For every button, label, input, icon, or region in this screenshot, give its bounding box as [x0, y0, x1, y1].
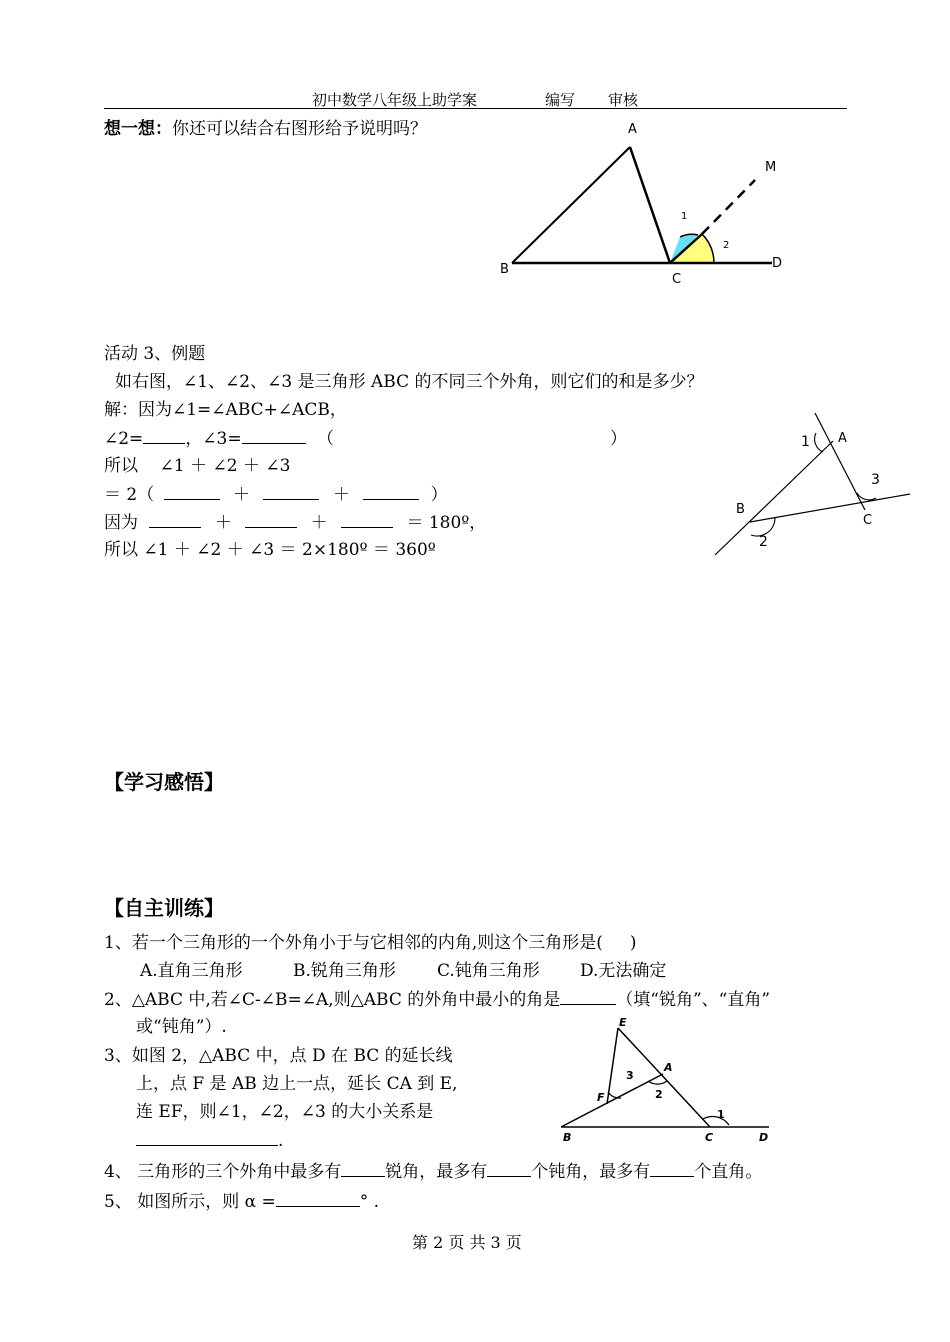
- line2-c: （: [317, 429, 335, 449]
- label-D: D: [772, 256, 783, 271]
- plus: ＋: [332, 485, 350, 505]
- blank-angle2[interactable]: [143, 427, 185, 444]
- header-editor-label: 编写: [545, 91, 576, 109]
- line-ab: [715, 441, 833, 555]
- line5-end: ＝ 180º，: [406, 513, 487, 533]
- line2-a: ∠2=: [104, 429, 144, 449]
- label-B: B: [500, 262, 509, 277]
- q1-option-c[interactable]: C.钝角三角形: [437, 961, 540, 981]
- q1-option-a[interactable]: A.直角三角形: [140, 961, 243, 981]
- line-ac: [815, 413, 865, 510]
- q5-blank[interactable]: [276, 1190, 360, 1207]
- line5-a: 因为: [104, 513, 138, 533]
- line4-end: ）: [430, 485, 448, 505]
- q2-b: （填“锐角”、“直角”: [616, 990, 771, 1010]
- q4-d: 个直角。: [694, 1162, 763, 1182]
- q3-blank[interactable]: [136, 1129, 278, 1146]
- q3-line1: 3、如图 2，△ABC 中，点 D 在 BC 的延长线: [104, 1046, 453, 1066]
- think-text: 你还可以结合右图形给予说明吗？: [172, 119, 427, 139]
- solution-line2: [104, 427, 627, 450]
- fig3-label-angle1: 1: [717, 1108, 725, 1121]
- blank-sum-2[interactable]: [263, 483, 319, 500]
- q3-end: .: [278, 1131, 284, 1151]
- fig3-label-A: A: [664, 1061, 673, 1074]
- header-title: 初中数学八年级上助学案: [312, 91, 478, 109]
- q5-a: 5、 如图所示，则 α =: [104, 1192, 276, 1212]
- q2-a: 2、△ABC 中,若∠C-∠B=∠A,则△ABC 的外角中最小的角是: [104, 990, 561, 1010]
- q4: [104, 1160, 762, 1183]
- page-footer: 第 2 页 共 3 页: [412, 1233, 522, 1252]
- solution-line1: 解：因为∠1=∠ABC+∠ACB，: [104, 400, 347, 420]
- fig2-label-angle1: 1: [801, 434, 810, 450]
- label-M: M: [765, 160, 777, 175]
- fig2-label-A: A: [838, 431, 847, 446]
- fig2-label-B: B: [736, 502, 745, 517]
- figure2-exterior-angles-diagram: [705, 405, 915, 565]
- q3-line2: 上，点 F 是 AB 边上一点，延长 CA 到 E,: [136, 1074, 458, 1094]
- q2-blank[interactable]: [560, 988, 616, 1005]
- fig2-label-angle2: 2: [759, 534, 768, 550]
- q4-a: 4、 三角形的三个外角中最多有: [104, 1162, 342, 1182]
- blank-interior-3[interactable]: [341, 511, 393, 528]
- fig3-label-angle2: 2: [655, 1088, 663, 1101]
- blank-sum-1[interactable]: [164, 483, 220, 500]
- blank-angle3[interactable]: [242, 427, 306, 444]
- solution-line5: [104, 511, 486, 534]
- q1-option-b[interactable]: B.锐角三角形: [293, 961, 396, 981]
- label-angle2: 2: [723, 240, 730, 251]
- blank-interior-1[interactable]: [149, 511, 201, 528]
- q5: [104, 1190, 379, 1213]
- blank-sum-3[interactable]: [363, 483, 419, 500]
- solution-line3: 所以 ∠1 ＋ ∠2 ＋ ∠3: [104, 456, 291, 476]
- q2-line1: [104, 988, 770, 1011]
- think-line: [104, 118, 427, 140]
- fig3-label-B: B: [563, 1131, 572, 1144]
- label-C: C: [672, 272, 682, 287]
- header-rule: [104, 108, 847, 109]
- plus: ＋: [233, 485, 251, 505]
- fig3-label-F: F: [597, 1091, 605, 1104]
- fig3-label-E: E: [619, 1016, 627, 1029]
- line2-d: ）: [610, 429, 628, 449]
- fig2-label-angle3: 3: [871, 472, 880, 488]
- ray-cm-dashed: [702, 180, 755, 234]
- solution-line6: 所以 ∠1 ＋ ∠2 ＋ ∠3 ＝ 2×180º ＝ 360º: [104, 540, 436, 560]
- training-title: 【自主训练】: [104, 896, 224, 920]
- segment-ba: [512, 147, 630, 263]
- plus: ＋: [214, 513, 232, 533]
- blank-interior-2[interactable]: [245, 511, 297, 528]
- q4-blank-acute[interactable]: [341, 1160, 385, 1177]
- fig3-label-D: D: [759, 1131, 769, 1144]
- q3-line3: 连 EF，则∠1，∠2，∠3 的大小关系是: [136, 1102, 434, 1122]
- header-reviewer-label: 审核: [608, 91, 639, 109]
- fig2-label-C: C: [863, 513, 873, 528]
- reflection-title: 【学习感悟】: [104, 770, 224, 794]
- think-label: 想一想：: [104, 119, 172, 139]
- q4-b: 锐角，最多有: [385, 1162, 488, 1182]
- label-A: A: [628, 122, 637, 137]
- q2-line2: 或“钝角”）.: [136, 1017, 227, 1037]
- q4-blank-right[interactable]: [650, 1160, 694, 1177]
- q3-line4: [136, 1129, 283, 1152]
- label-angle1: 1: [681, 211, 688, 222]
- fig3-label-angle3: 3: [626, 1069, 634, 1082]
- fig3-label-C: C: [705, 1131, 714, 1144]
- figure1-triangle-diagram: [490, 115, 800, 290]
- segment-ba: [561, 1074, 663, 1127]
- q4-c: 个钝角，最多有: [531, 1162, 651, 1182]
- q4-blank-obtuse[interactable]: [487, 1160, 531, 1177]
- solution-line4: [104, 483, 448, 506]
- q1: 1、若一个三角形的一个外角小于与它相邻的内角,则这个三角形是( ): [104, 933, 637, 953]
- plus: ＋: [310, 513, 328, 533]
- q5-b: ° .: [359, 1192, 380, 1212]
- activity3-problem: 如右图，∠1、∠2、∠3 是三角形 ABC 的不同三个外角，则它们的和是多少？: [115, 372, 704, 392]
- figure3-triangle-diagram: [555, 1012, 785, 1152]
- line2-b: ，∠3=: [185, 429, 242, 449]
- activity3-title: 活动 3、例题: [104, 344, 206, 364]
- line4-a: ＝ 2（: [104, 485, 155, 505]
- q1-option-d[interactable]: D.无法确定: [580, 961, 667, 981]
- segment-ac: [630, 147, 670, 263]
